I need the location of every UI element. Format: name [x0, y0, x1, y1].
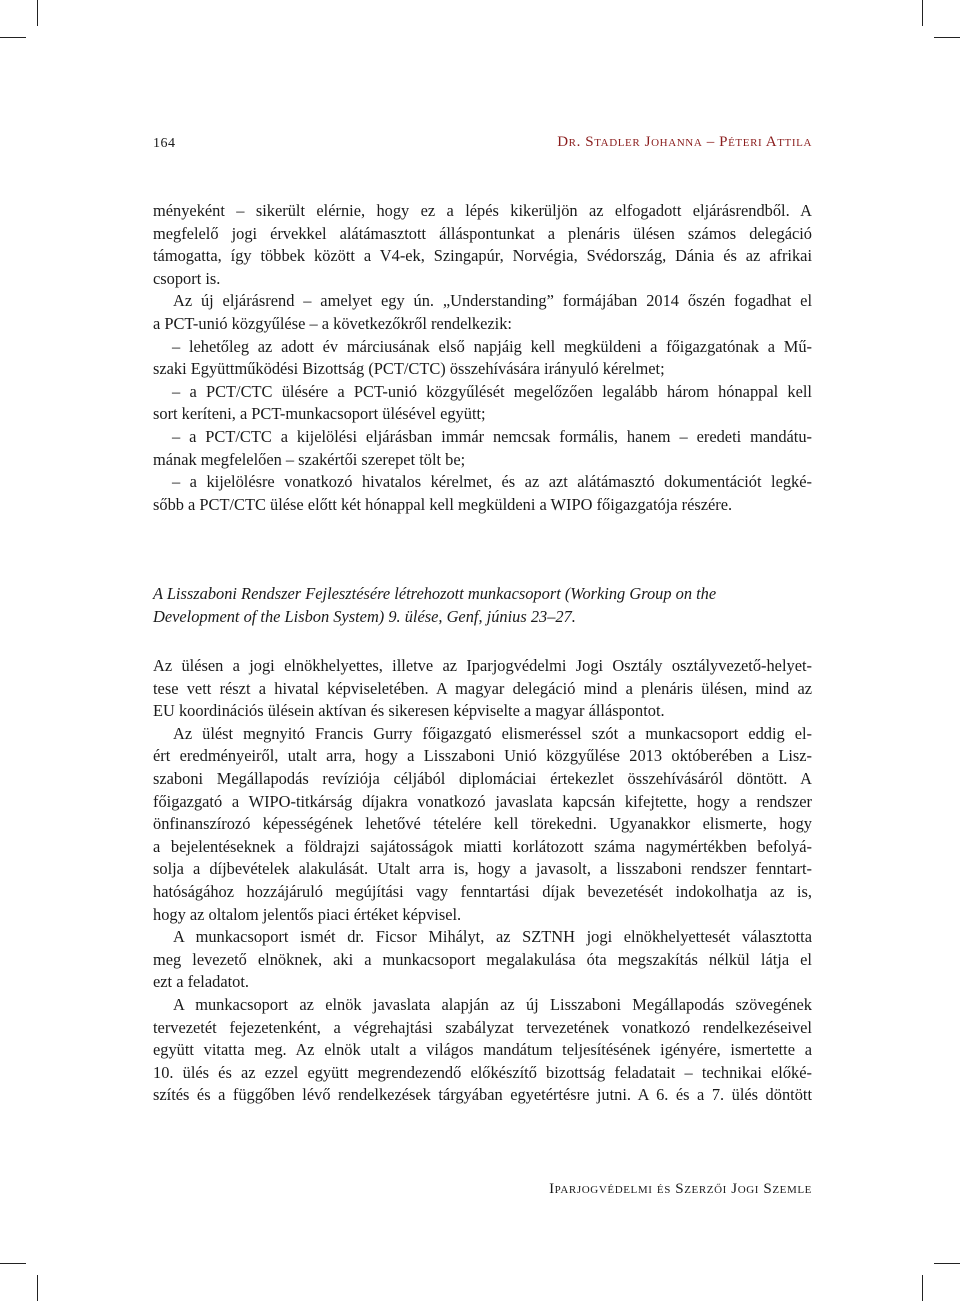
text-line: hogy az oltalom jelentős piaci értéket képvisel. — [153, 904, 462, 924]
crop-mark-top-right-h — [934, 37, 960, 38]
list-item-line: – a PCT/CTC ülésére a PCT-unió közgyűlését megelőzően legalább három hónappal kell — [172, 381, 812, 401]
crop-mark-top-right-v — [922, 0, 923, 26]
list-item-line: szaki Együttműködési Bizottság (PCT/CTC) összehívására irányuló kérelmet; — [153, 359, 665, 379]
text-line: ezt a feladatot. — [153, 972, 250, 992]
section-heading — [153, 583, 812, 628]
text-line: Az ülést megnyitó Francis Gurry főigazgató elismeréssel szót a munkacsoport eddig el- — [173, 723, 812, 743]
text-line: megfelelő jogi érvekkel alátámasztott álláspontunkat a plenáris ülésen számos delegáció — [153, 223, 812, 243]
crop-mark-bottom-left-v — [37, 1275, 38, 1301]
text-line: a bejelentéseknek a földrajzi sajátosságok miatti korlátozott száma nagymértékben befolyá- — [153, 836, 812, 856]
crop-mark-bottom-right-v — [922, 1275, 923, 1301]
list-item-line: – a PCT/CTC a kijelölési eljárásban immár nemcsak formális, hanem – eredeti mandátu- — [172, 426, 812, 446]
text-line: önfinanszírozó képességének lehetővé tételére kell törekedni. Ugyanakkor elismerte, hogy — [153, 814, 812, 834]
crop-mark-bottom-right-h — [934, 1263, 960, 1264]
text-line: EU koordinációs ülésein aktívan és sikeresen képviselte a magyar álláspontot. — [153, 701, 665, 721]
text-line: együtt vitatta meg. Az elnök utalt a világos mandátum teljesítésének igényére, ismertette a — [153, 1040, 812, 1060]
running-head-authors: Dr. Stadler Johanna – Péteri Attila — [557, 134, 812, 150]
text-line: A munkacsoport az elnök javaslata alapján az új Lisszaboni Megállapodás szövegének — [173, 994, 812, 1014]
crop-mark-top-left-h — [0, 37, 26, 38]
text-line: szaboni Megállapodás revíziója céljából diplomáciai értekezlet összehívásáról döntött. A — [153, 768, 812, 788]
list-item-line: – lehetőleg az adott év márciusának első napjáig kell megküldeni a főigazgatónak a Mű- — [172, 336, 812, 356]
text-line: támogatta, így többek között a V4-ek, Szingapúr, Norvégia, Svédország, Dánia és az afrikai — [153, 246, 812, 266]
text-line: ért eredményeiről, utalt arra, hogy a Lisszaboni Unió közgyűlése 2013 októberében a Lisz- — [153, 746, 812, 766]
text-line: solja a díjbevételek alakulását. Utalt arra is, hogy a javasolt, a lisszaboni rendszer fenntart- — [153, 859, 812, 879]
text-line: ményeként – sikerült elérnie, hogy ez a lépés kikerüljön az elfogadott eljárásrendből. A — [153, 201, 812, 220]
section-lisbon-working-group — [153, 655, 812, 1107]
list-item-line: sort keríteni, a PCT-munkacsoport ülésével együtt; — [153, 404, 486, 424]
text-line: A munkacsoport ismét dr. Ficsor Mihályt, az SZTNH jogi elnökhelyettesét választotta — [173, 927, 812, 947]
text-line: Az ülésen a jogi elnökhelyettes, illetve az Iparjogvédelmi Jogi Osztály osztályvezető-helyet- — [153, 656, 812, 675]
text-line: szítés és a függőben lévő rendelkezések tárgyában egyetértésre jutni. A 6. és a 7. ülés döntött — [153, 1085, 812, 1105]
crop-mark-top-left-v — [37, 0, 38, 26]
list-item-line: sőbb a PCT/CTC ülése előtt két hónappal kell megküldeni a WIPO főigazgatója részére. — [153, 494, 733, 514]
text-line: 10. ülés és az ezzel együtt megrendezendő előkészítő bizottság feladatait – technikai előké- — [153, 1062, 812, 1082]
text-line: hatóságához hozzájáruló megújítási vagy fenntartási díjak bevezetését indokolhatja az is, — [153, 881, 812, 901]
text-line: a PCT-unió közgyűlése – a következőkről rendelkezik: — [153, 313, 512, 333]
crop-mark-bottom-left-h — [0, 1263, 26, 1264]
text-line: főigazgató a WIPO-titkárság díjakra vonatkozó javaslata kapcsán kifejtette, hogy a rendszer — [153, 791, 812, 811]
section-pct-procedure — [153, 200, 812, 516]
list-item-line: mának megfelelően – szakértői szerepet tölt be; — [153, 449, 466, 469]
text-line: Az új eljárásrend – amelyet egy ún. „Understanding” formájában 2014 őszén fogadhat el — [173, 291, 812, 311]
page-number: 164 — [153, 136, 176, 151]
footer-journal-title: Iparjogvédelmi és Szerzői Jogi Szemle — [549, 1181, 812, 1197]
text-line: csoport is. — [153, 268, 221, 288]
heading-line: A Lisszaboni Rendszer Fejlesztésére létrehozott munkacsoport (Working Group on the — [153, 584, 717, 603]
list-item-line: – a kijelölésre vonatkozó hivatalos kérelmet, és az azt alátámasztó dokumentációt legké- — [172, 472, 812, 492]
heading-line: Development of the Lisbon System) 9. ülése, Genf, június 23–27. — [153, 606, 576, 626]
text-line: meg levezető elnöknek, aki a munkacsoport megalakulása óta megszakítás nélkül látja el — [153, 949, 812, 969]
text-line: tervezetét fejezetenként, a végrehajtási szabályzat tervezetének vonatkozó rendelkezéseivel — [153, 1017, 812, 1037]
text-line: tese vett részt a hivatal képviseletében. A magyar delegáció mind a plenáris ülésen, mind az — [153, 678, 812, 698]
